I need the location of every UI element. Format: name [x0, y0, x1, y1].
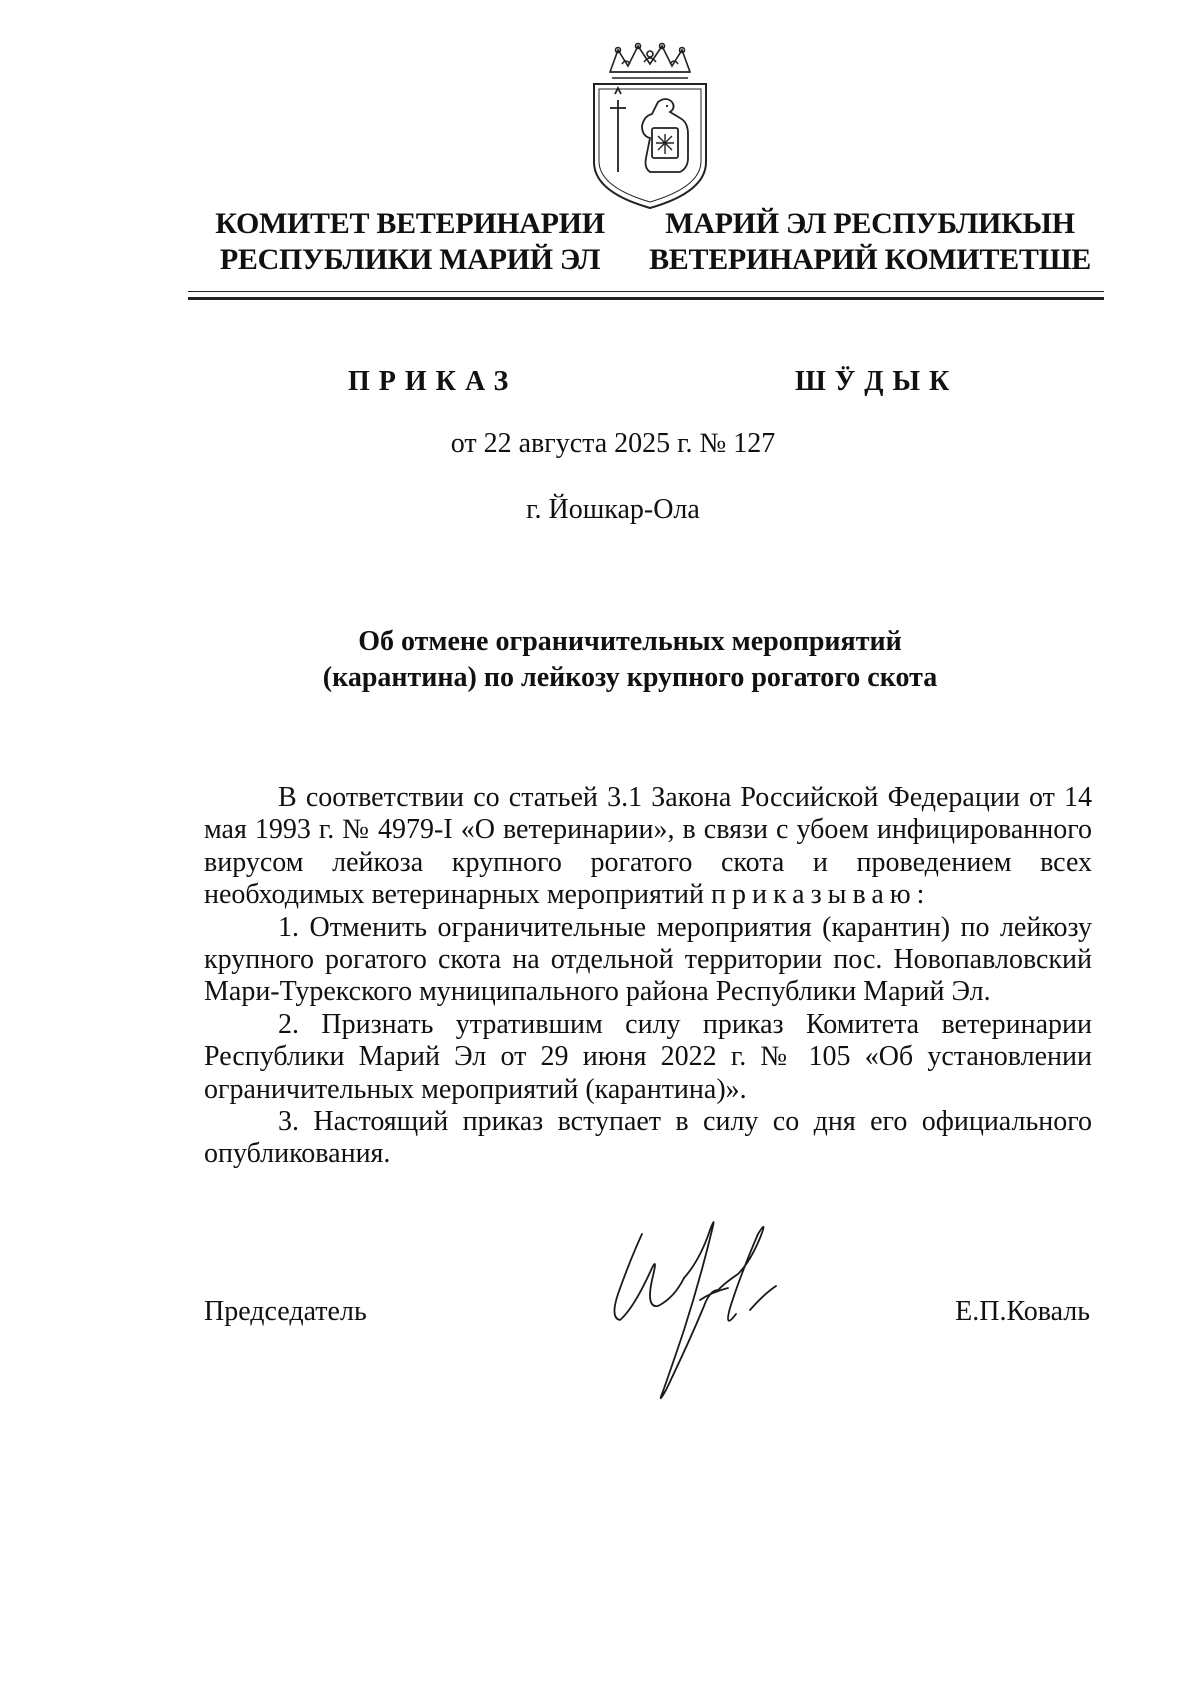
org-mari-line2: ВЕТЕРИНАРИЙ КОМИТЕТШЕ — [649, 243, 1091, 276]
handwritten-signature-icon — [600, 1190, 820, 1420]
item-2: 2. Признать утратившим силу приказ Комитета ветеринарии Республики Марий Эл от 29 июня 2022 г. № 105 «Об установлении ограничительных мероприятий (карантина)». — [204, 1008, 1092, 1105]
doc-type-russian: ПРИКАЗ — [348, 366, 518, 397]
order-word: приказываю: — [711, 879, 931, 911]
document-title — [300, 624, 960, 696]
header-divider-thick — [188, 297, 1104, 300]
header-divider-thin — [188, 291, 1104, 292]
item-1: 1. Отменить ограничительные мероприятия (карантин) по лейкозу крупного рогатого скота на отдельной территории пос. Новопавловский Мари-Турекского муниципального района Республики Марий Эл. — [204, 911, 1092, 1008]
document-body — [204, 782, 1092, 1171]
org-ru-line1: КОМИТЕТ ВЕТЕРИНАРИИ — [215, 207, 605, 240]
title-line1: Об отмене ограничительных мероприятий — [358, 626, 902, 657]
preamble-text: В соответствии со статьей 3.1 Закона Российской Федерации от 14 мая 1993 г. № 4979-I «О ветеринарии», в связи с убоем инфицированного вирусом лейкоза крупного рогатого скота и проведением всех необходимых ветеринарных мероприятий — [204, 782, 1092, 911]
org-mari-line1: МАРИЙ ЭЛ РЕСПУБЛИКЫН — [665, 207, 1075, 240]
document-city: г. Йошкар-Ола — [526, 494, 700, 525]
org-ru-line2: РЕСПУБЛИКИ МАРИЙ ЭЛ — [219, 243, 601, 276]
doc-type-mari: ШӰДЫК — [795, 366, 959, 397]
coat-of-arms-icon — [588, 42, 712, 210]
title-line2: (карантина) по лейкозу крупного рогатого скота — [322, 662, 938, 693]
signer-role: Председатель — [204, 1296, 367, 1327]
organization-name-mari — [645, 206, 1095, 278]
preamble-paragraph — [204, 782, 1092, 912]
signer-name: Е.П.Коваль — [955, 1296, 1090, 1327]
organization-name-russian — [200, 206, 620, 278]
item-3: 3. Настоящий приказ вступает в силу со дня его официального опубликования. — [204, 1106, 1092, 1170]
document-date-number: от 22 августа 2025 г. № 127 — [450, 428, 776, 459]
